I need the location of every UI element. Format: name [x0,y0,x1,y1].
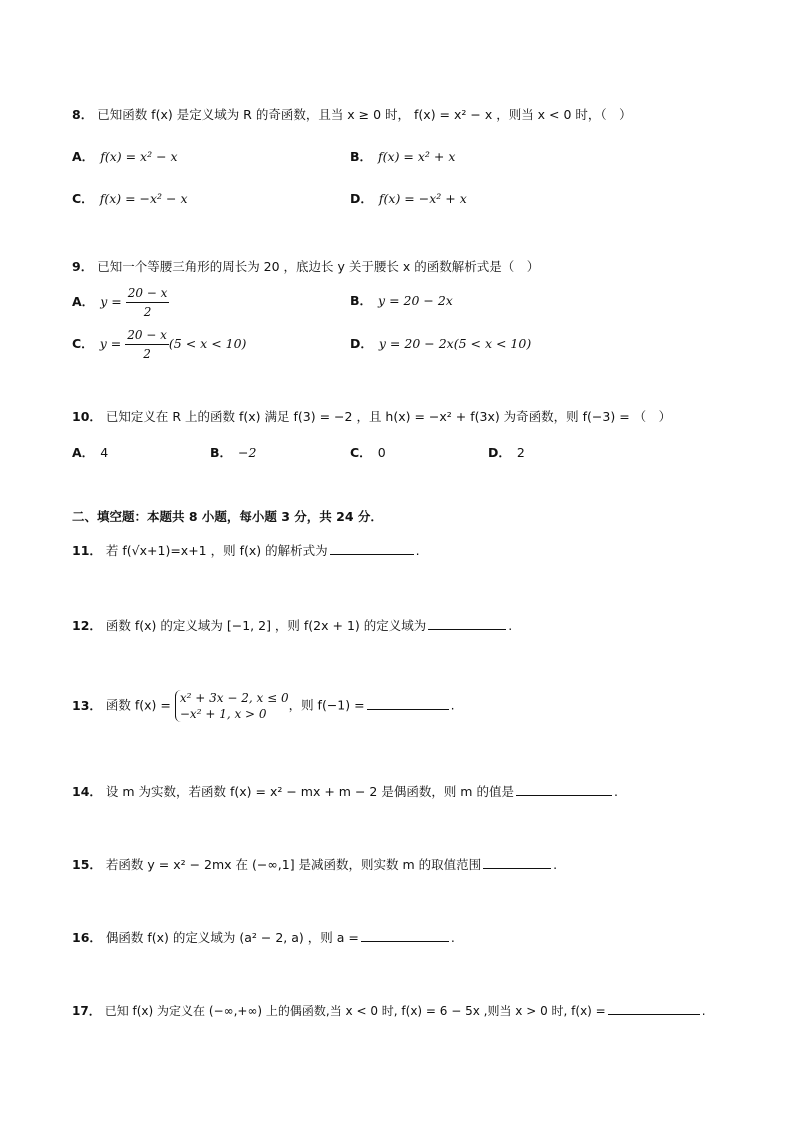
option-c [72,190,188,208]
answer-blank[interactable] [428,617,506,630]
numerator: 20 − x [125,326,169,345]
question-text: 已知一个等腰三角形的周长为 20 ，底边长 y 关于腰长 x 的函数解析式是（ ） [97,259,540,274]
question-end: . [613,784,618,799]
question-16 [72,929,455,947]
question-10 [72,408,671,426]
question-text: 若 f(√x+1)=x+1 ，则 f(x) 的解析式为 [105,543,328,558]
question-number: 13． [72,697,102,713]
question-17 [72,1002,706,1020]
question-number: 10． [72,409,102,424]
question-number: 11． [72,543,102,558]
question-post: ，则 f(−1) = [288,697,365,713]
option-label: C． [72,336,94,351]
option-label: B． [210,445,233,460]
option-text: 0 [377,445,386,460]
option-text: 2 [516,445,525,460]
answer-blank[interactable] [330,542,414,555]
answer-blank[interactable] [608,1002,700,1015]
question-text: 偶函数 f(x) 的定义域为 (a² − 2, a) ，则 a = [105,930,359,945]
option-d [350,335,531,353]
option-label: D． [350,191,373,206]
question-14 [72,783,618,801]
section-heading: 二、填空题：本题共 8 小题，每小题 3 分，共 24 分． [72,509,383,524]
question-text: 已知定义在 R 上的函数 f(x) 满足 f(3) = −2 ，且 h(x) = −x² + f(3x) 为奇函数，则 f(−3) = （ ） [105,409,672,424]
option-lhs: y = [99,336,122,351]
answer-blank[interactable] [361,929,449,942]
option-label: B． [350,293,373,308]
option-lhs: y = [100,294,122,309]
question-number: 17． [72,1004,101,1018]
question-text: 已知函数 f(x) 是定义域为 R 的奇函数，且当 x ≥ 0 时， f(x) = x² − x ，则当 x < 0 时，（ ） [97,107,632,122]
option-text: y = 20 − 2x [378,293,453,308]
answer-blank[interactable] [483,856,551,869]
option-text: f(x) = x² − x [100,149,178,164]
fraction [126,284,170,321]
fraction [125,326,169,363]
question-number: 12． [72,618,102,633]
denominator: 2 [143,305,152,319]
question-11 [72,542,420,560]
option-text: y = 20 − 2x(5 < x < 10) [378,336,532,351]
question-number: 9． [72,259,94,274]
option-label: A． [72,445,95,460]
question-number: 8． [72,107,94,122]
question-pre: 函数 f(x) = [105,697,171,713]
option-a [72,148,178,166]
option-d [350,190,467,208]
question-text: 已知 f(x) 为定义在 (−∞,+∞) 上的偶函数,当 x < 0 时, f(x) = 6 − 5x ,则当 x > 0 时, f(x) = [104,1004,606,1018]
question-text: 函数 f(x) 的定义域为 [−1, 2] ，则 f(2x + 1) 的定义域为 [105,618,427,633]
question-number: 14． [72,784,102,799]
option-c [72,326,246,363]
piecewise-brace [175,690,289,722]
option-label: B． [350,149,373,164]
option-text: f(x) = −x² − x [99,191,188,206]
question-end: . [701,1004,706,1018]
question-end: . [553,857,558,872]
question-end: . [508,618,513,633]
option-b [210,444,256,462]
answer-blank[interactable] [367,697,449,710]
option-b [350,148,455,166]
option-c [350,444,386,462]
question-8 [72,106,632,124]
denominator: 2 [143,347,151,361]
question-13 [72,690,455,722]
question-text: 若函数 y = x² − 2mx 在 (−∞,1] 是减函数，则实数 m 的取值范围 [105,857,482,872]
question-end: . [450,697,455,713]
question-end: . [450,930,455,945]
option-label: C． [72,191,94,206]
question-9 [72,258,539,276]
option-text: f(x) = −x² + x [378,191,467,206]
question-12 [72,617,512,635]
answer-blank[interactable] [516,783,612,796]
option-text: 4 [100,445,109,460]
option-a [72,284,169,321]
option-label: A． [72,149,95,164]
option-a [72,444,108,462]
option-label: D． [488,445,511,460]
option-d [488,444,525,462]
question-15 [72,856,557,874]
numerator: 20 − x [126,284,170,303]
question-number: 15． [72,857,102,872]
option-b [350,292,453,310]
option-text: −2 [238,445,257,460]
question-end: . [415,543,420,558]
question-number: 16． [72,930,102,945]
option-tail: (5 < x < 10) [168,336,247,351]
option-label: D． [350,336,373,351]
option-label: C． [350,445,372,460]
option-label: A． [72,294,95,309]
question-text: 设 m 为实数，若函数 f(x) = x² − mx + m − 2 是偶函数，则 m 的值是 [105,784,514,799]
option-text: f(x) = x² + x [378,149,456,164]
case-1: x² + 3x − 2, x ≤ 0 [179,691,289,705]
case-2: −x² + 1, x > 0 [179,707,267,721]
